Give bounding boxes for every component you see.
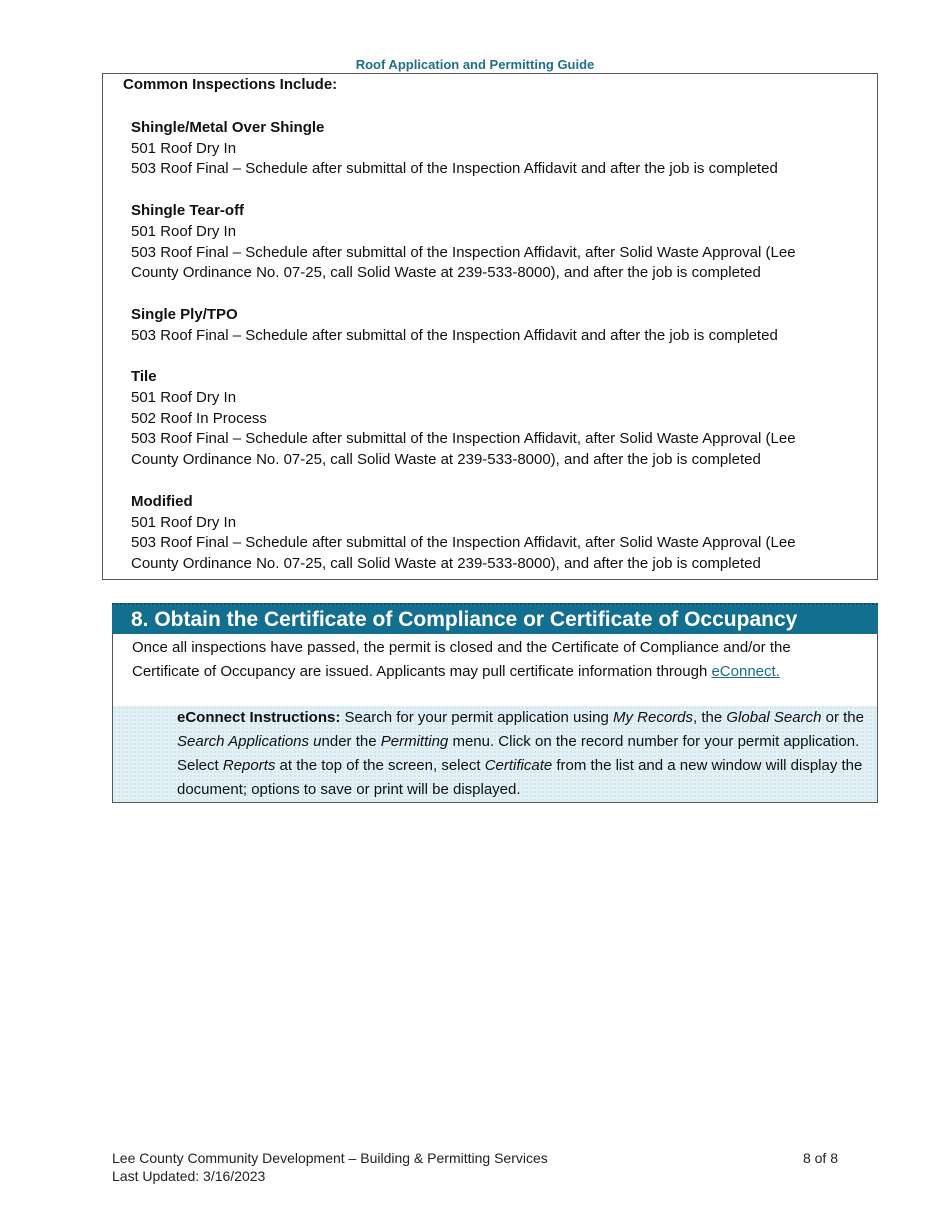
- intro-line-2: Certificate of Occupancy are issued. Applicants may pull certificate information through: [132, 663, 712, 680]
- footer-updated: Last Updated: 3/16/2023: [112, 1168, 266, 1184]
- inspections-heading: Common Inspections Include:: [123, 76, 338, 93]
- inspection-group-title: Modified: [131, 492, 193, 510]
- instr-text-6: at the top of the screen, select: [275, 757, 485, 774]
- instr-text-7: from the list and a new window will display the document; options to save or print will be displayed.: [177, 757, 863, 798]
- inspection-line: 503 Roof Final – Schedule after submittal of the Inspection Affidavit and after the job is completed: [131, 326, 778, 344]
- inspection-line: 501 Roof Dry In: [131, 389, 237, 407]
- inspection-group: [131, 305, 861, 346]
- inspection-line: County Ordinance No. 07-25, call Solid Waste at 239-533-8000), and after the job is completed: [131, 451, 761, 469]
- section-8-body: [112, 634, 878, 803]
- instr-text-3: or the: [821, 709, 864, 726]
- inspection-group-title: Shingle/Metal Over Shingle: [131, 119, 325, 136]
- page-footer: [112, 1149, 838, 1185]
- search-applications-term: Search Applications u: [177, 733, 322, 750]
- inspection-group-title: Shingle Tear-off: [131, 202, 245, 220]
- inspection-line: 502 Roof In Process: [131, 409, 267, 427]
- inspection-group: [131, 492, 861, 575]
- inspection-line: 503 Roof Final – Schedule after submittal of the Inspection Affidavit and after the job is completed: [131, 160, 778, 178]
- instructions-label: eConnect Instructions:: [177, 709, 341, 726]
- instr-text-5: menu. Click on the record number for your permit application. Select: [177, 733, 860, 774]
- inspection-group-title: Single Ply/TPO: [131, 305, 238, 323]
- page-number: 8 of 8: [802, 1150, 838, 1166]
- inspection-line: 501 Roof Dry In: [131, 222, 237, 240]
- instr-text-1: Search for your permit application using: [340, 709, 613, 726]
- inspection-line: County Ordinance No. 07-25, call Solid Waste at 239-533-8000), and after the job is completed: [131, 554, 761, 572]
- inspection-line: 503 Roof Final – Schedule after submittal of the Inspection Affidavit, after Solid Waste Approval (Lee: [131, 430, 796, 448]
- intro-line-1: Once all inspections have passed, the permit is closed and the Certificate of Compliance and/or the: [132, 639, 791, 656]
- inspection-line: 501 Roof Dry In: [131, 139, 237, 157]
- inspection-group: [131, 201, 861, 284]
- inspection-line: 501 Roof Dry In: [131, 513, 237, 531]
- inspection-group: [131, 367, 861, 471]
- common-inspections-box: [102, 73, 878, 580]
- inspection-line: 503 Roof Final – Schedule after submittal of the Inspection Affidavit, after Solid Waste Approval (Lee: [131, 534, 796, 552]
- instr-text-2: , the: [693, 709, 727, 726]
- document-header-title: Roof Application and Permitting Guide: [355, 57, 595, 72]
- inspection-groups: [131, 118, 861, 596]
- inspection-group-title: Tile: [131, 368, 157, 386]
- permitting-term: Permitting: [380, 733, 449, 750]
- econnect-link[interactable]: eConnect.: [711, 663, 780, 680]
- reports-term: Reports: [222, 757, 276, 774]
- instr-text-4: nder the: [321, 733, 381, 750]
- section-8-title: 8. Obtain the Certificate of Compliance or Certificate of Occupancy: [112, 603, 878, 634]
- inspection-line: County Ordinance No. 07-25, call Solid Waste at 239-533-8000), and after the job is completed: [131, 264, 761, 282]
- econnect-instructions-box: [113, 706, 877, 802]
- econnect-instructions-text: [177, 706, 867, 802]
- my-records-term: My Records: [613, 709, 694, 726]
- global-search-term: Global Search: [726, 709, 822, 726]
- section-8-intro: [132, 636, 862, 684]
- inspection-group: [131, 118, 861, 180]
- footer-org: Lee County Community Development – Building & Permitting Services: [112, 1150, 548, 1166]
- inspection-line: 503 Roof Final – Schedule after submittal of the Inspection Affidavit, after Solid Waste Approval (Lee: [131, 243, 796, 261]
- certificate-term: Certificate: [484, 757, 553, 774]
